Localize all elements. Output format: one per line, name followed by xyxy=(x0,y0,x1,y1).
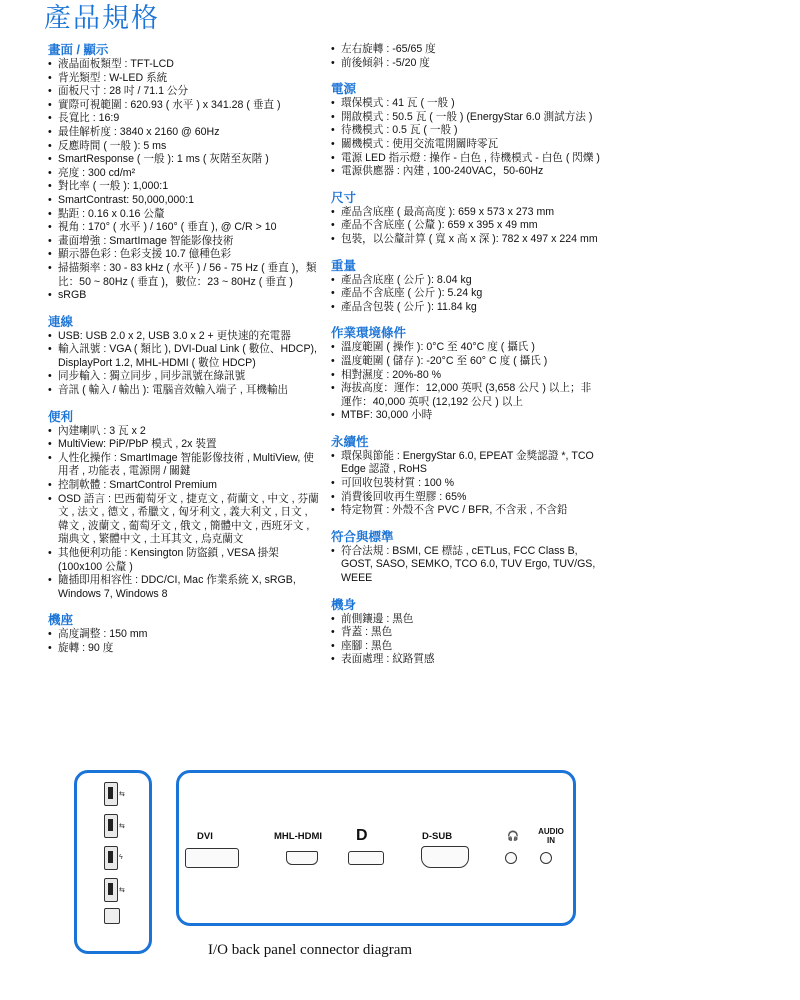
audio-in-jack xyxy=(540,852,552,864)
spec-section xyxy=(331,530,601,586)
spec-item: • 符合法規 : BSMI, CE 標誌 , cETLus, FCC Class B, GOST, SASO, SEMKO, TCO 6.0, TUV Ergo, TUV/GS, WEEE xyxy=(331,545,601,586)
spec-list xyxy=(48,425,320,602)
spec-list xyxy=(331,450,601,518)
section-heading: 重量 xyxy=(331,258,357,273)
dvi-label: DVI xyxy=(197,831,213,842)
spec-item: • 環保與節能 : EnergyStar 6.0, EPEAT 金獎認證 *, TCO Edge 認證 , RoHS xyxy=(331,450,601,477)
usb-icon: ⇆ xyxy=(119,791,125,798)
spec-item: • 產品含底座 ( 公斤 ): 8.04 kg xyxy=(331,274,601,288)
spec-item: • 旋轉 : 90 度 xyxy=(48,642,320,656)
spec-list xyxy=(48,58,320,303)
section-heading: 作業環境條件 xyxy=(331,326,407,341)
section-heading: 畫面 / 顯示 xyxy=(48,43,109,57)
spec-item: • 對比率 ( 一般 ): 1,000:1 xyxy=(48,180,320,194)
spec-item: • 座腳 : 黑色 xyxy=(331,640,601,654)
spec-section xyxy=(331,43,601,70)
spec-item: • 面板尺寸 : 28 吋 / 71.1 公分 xyxy=(48,85,320,99)
spec-list xyxy=(331,97,601,179)
spec-item: • 開啟模式 : 50.5 瓦 ( 一般 ) (EnergyStar 6.0 測試方法 ) xyxy=(331,111,601,125)
displayport-connector xyxy=(348,851,384,865)
spec-section xyxy=(48,43,320,303)
spec-item: • OSD 語言 : 巴西葡萄牙文 , 捷克文 , 荷蘭文 , 中文 , 芬蘭文 , 法文 , 德文 , 希臘文 , 匈牙利文 , 義大利文 , 日文 , 韓文 , 波蘭文 , 葡萄牙文 , 俄文 , 簡體中文 , 西班牙文 , 瑞典文 , 繁體中文 , 土耳其文 , 烏克蘭文 xyxy=(48,493,320,547)
spec-item: • 左右旋轉 : -65/65 度 xyxy=(331,43,601,57)
spec-item: • 海拔高度：運作：12,000 英呎 (3,658 公尺 ) 以上；非運作：40,000 英呎 (12,192 公尺 ) 以上 xyxy=(331,382,601,409)
d-sub-label: D-SUB xyxy=(422,831,453,842)
spec-item: • 產品不含底座 ( 公斤 ): 5.24 kg xyxy=(331,287,601,301)
spec-section xyxy=(331,259,601,315)
displayport-icon: D xyxy=(356,827,368,844)
spec-item: • 亮度 : 300 cd/m² xyxy=(48,167,320,181)
spec-section xyxy=(331,326,601,423)
spec-list xyxy=(331,206,601,247)
spec-item: • 內建喇叭 : 3 瓦 x 2 xyxy=(48,425,320,439)
spec-item: • 反應時間 ( 一般 ): 5 ms xyxy=(48,140,320,154)
spec-list xyxy=(48,628,320,655)
section-heading: 電源 xyxy=(331,82,357,97)
spec-list xyxy=(331,274,601,315)
spec-section xyxy=(331,82,601,179)
spec-item: • 其他便利功能 : Kensington 防盜鎖 , VESA 掛架 (100x100 公釐 ) xyxy=(48,547,320,574)
spec-item: • sRGB xyxy=(48,289,320,303)
spec-item: • 產品含包裝 ( 公斤 ): 11.84 kg xyxy=(331,301,601,315)
spec-item: • 包裝，以公釐計算 ( 寬 x 高 x 深 ): 782 x 497 x 224 mm xyxy=(331,233,601,247)
spec-item: • 背蓋 : 黑色 xyxy=(331,626,601,640)
spec-item: • 產品含底座 ( 最高高度 ): 659 x 573 x 273 mm xyxy=(331,206,601,220)
usb-upstream-port xyxy=(104,908,120,924)
spec-item: • 電源供應器 : 內建 , 100-240VAC，50-60Hz xyxy=(331,165,601,179)
spec-item: • 實際可視範圍 : 620.93 ( 水平 ) x 341.28 ( 垂直 ) xyxy=(48,99,320,113)
spec-item: • 畫面增強 : SmartImage 智能影像技術 xyxy=(48,235,320,249)
diagram-caption: I/O back panel connector diagram xyxy=(208,942,413,958)
spec-item: • MTBF: 30,000 小時 xyxy=(331,409,601,423)
spec-section xyxy=(48,315,320,398)
spec-item: • 表面處理 : 紋路質感 xyxy=(331,653,601,667)
spec-item: • 控制軟體 : SmartControl Premium xyxy=(48,479,320,493)
spec-column-left xyxy=(48,43,320,668)
section-heading: 機座 xyxy=(48,613,74,628)
section-heading: 連線 xyxy=(48,314,74,329)
spec-item: • 顯示器色彩 : 色彩支援 10.7 億種色彩 xyxy=(48,248,320,262)
usb-port xyxy=(104,782,118,806)
spec-item: • 視角 : 170° ( 水平 ) / 160° ( 垂直 ), @ C/R > 10 xyxy=(48,221,320,235)
hdmi-connector xyxy=(286,851,318,865)
spec-item: • 音訊 ( 輸入 / 輸出 ): 電腦音效輸入端子 , 耳機輸出 xyxy=(48,384,320,398)
mhl-hdmi-label: MHL-HDMI xyxy=(274,831,323,842)
spec-item: • 人性化操作 : SmartImage 智能影像技術 , MultiView, 使用者 , 功能表 , 電源開 / 關鍵 xyxy=(48,452,320,479)
spec-item: • 輸入訊號 : VGA ( 類比 ), DVI-Dual Link ( 數位、HDCP), DisplayPort 1.2, MHL-HDMI ( 數位 HDCP) xyxy=(48,343,320,370)
spec-item: • 待機模式 : 0.5 瓦 ( 一般 ) xyxy=(331,124,601,138)
usb-port xyxy=(104,814,118,838)
spec-section xyxy=(48,410,320,602)
spec-item: • 關機模式 : 使用交流電開關時零瓦 xyxy=(331,138,601,152)
usb-port xyxy=(104,878,118,902)
dvi-connector xyxy=(185,848,239,868)
usb-icon: ⇆ xyxy=(119,823,125,830)
spec-item: • 前側鑲邊 : 黑色 xyxy=(331,613,601,627)
section-heading: 永續性 xyxy=(331,434,369,449)
spec-list xyxy=(331,43,601,70)
audio-in-label: AUDIO IN xyxy=(538,827,564,845)
spec-item: • 掃描頻率 : 30 - 83 kHz ( 水平 ) / 56 - 75 Hz ( 垂直 )，類比：50 ~ 80Hz ( 垂直 )，數位：23 ~ 80Hz ( 垂直 ) xyxy=(48,262,320,289)
spec-column-right xyxy=(331,43,601,679)
spec-item: • 長寬比 : 16:9 xyxy=(48,112,320,126)
d-sub-connector xyxy=(421,846,469,868)
spec-item: • 隨插即用相容性 : DDC/CI, Mac 作業系統 X, sRGB, Windows 7, Windows 8 xyxy=(48,574,320,601)
usb-icon: ⇆ xyxy=(119,887,125,894)
spec-item: • 最佳解析度 : 3840 x 2160 @ 60Hz xyxy=(48,126,320,140)
spec-item: • 點距 : 0.16 x 0.16 公釐 xyxy=(48,208,320,222)
spec-item: • 產品不含底座 ( 公釐 ): 659 x 395 x 49 mm xyxy=(331,219,601,233)
spec-item: • 背光類型 : W-LED 系統 xyxy=(48,72,320,86)
spec-item: • 溫度範圍 ( 儲存 ): -20°C 至 60° C 度 ( 攝氏 ) xyxy=(331,355,601,369)
spec-item: • MultiView: PiP/PbP 模式 , 2x 裝置 xyxy=(48,438,320,452)
spec-item: • SmartResponse ( 一般 ): 1 ms ( 灰階至灰階 ) xyxy=(48,153,320,167)
section-heading: 尺寸 xyxy=(331,190,357,205)
spec-item: • 消費後回收再生塑膠 : 65% xyxy=(331,491,601,505)
spec-section xyxy=(331,598,601,667)
headphone-jack xyxy=(505,852,517,864)
spec-item: • 溫度範圍 ( 操作 ): 0°C 至 40°C 度 ( 攝氏 ) xyxy=(331,341,601,355)
spec-section xyxy=(331,191,601,247)
spec-item: • 相對濕度 : 20%-80 % xyxy=(331,369,601,383)
spec-item: • 特定物質 : 外殼不含 PVC / BFR, 不含汞 , 不含鉛 xyxy=(331,504,601,518)
spec-item: • 可回收包裝材質 : 100 % xyxy=(331,477,601,491)
spec-list xyxy=(331,341,601,423)
spec-item: • 高度調整 : 150 mm xyxy=(48,628,320,642)
spec-section xyxy=(48,613,320,655)
spec-list xyxy=(331,545,601,586)
spec-item: • 同步輸入 : 獨立同步 , 同步訊號在綠訊號 xyxy=(48,370,320,384)
connector-diagram xyxy=(0,760,800,1000)
page-title: 產品規格 xyxy=(44,3,160,33)
spec-item: • SmartContrast: 50,000,000:1 xyxy=(48,194,320,208)
spec-item: • USB: USB 2.0 x 2, USB 3.0 x 2 + 更快速的充電器 xyxy=(48,330,320,344)
spec-list xyxy=(331,613,601,667)
spec-item: • 電源 LED 指示燈 : 操作 - 白色 , 待機模式 - 白色 ( 閃爍 ) xyxy=(331,152,601,166)
spec-item: • 環保模式 : 41 瓦 ( 一般 ) xyxy=(331,97,601,111)
spec-section xyxy=(331,435,601,518)
headphone-icon: 🎧 xyxy=(507,831,519,842)
usb-port xyxy=(104,846,118,870)
section-heading: 符合與標準 xyxy=(331,529,394,544)
spec-item: • 前後傾斜 : -5/20 度 xyxy=(331,57,601,71)
usb-charge-icon: ϟ xyxy=(119,854,123,861)
spec-list xyxy=(48,330,320,398)
section-heading: 便利 xyxy=(48,409,74,424)
spec-item: • 液晶面板類型 : TFT-LCD xyxy=(48,58,320,72)
section-heading: 機身 xyxy=(331,597,357,612)
